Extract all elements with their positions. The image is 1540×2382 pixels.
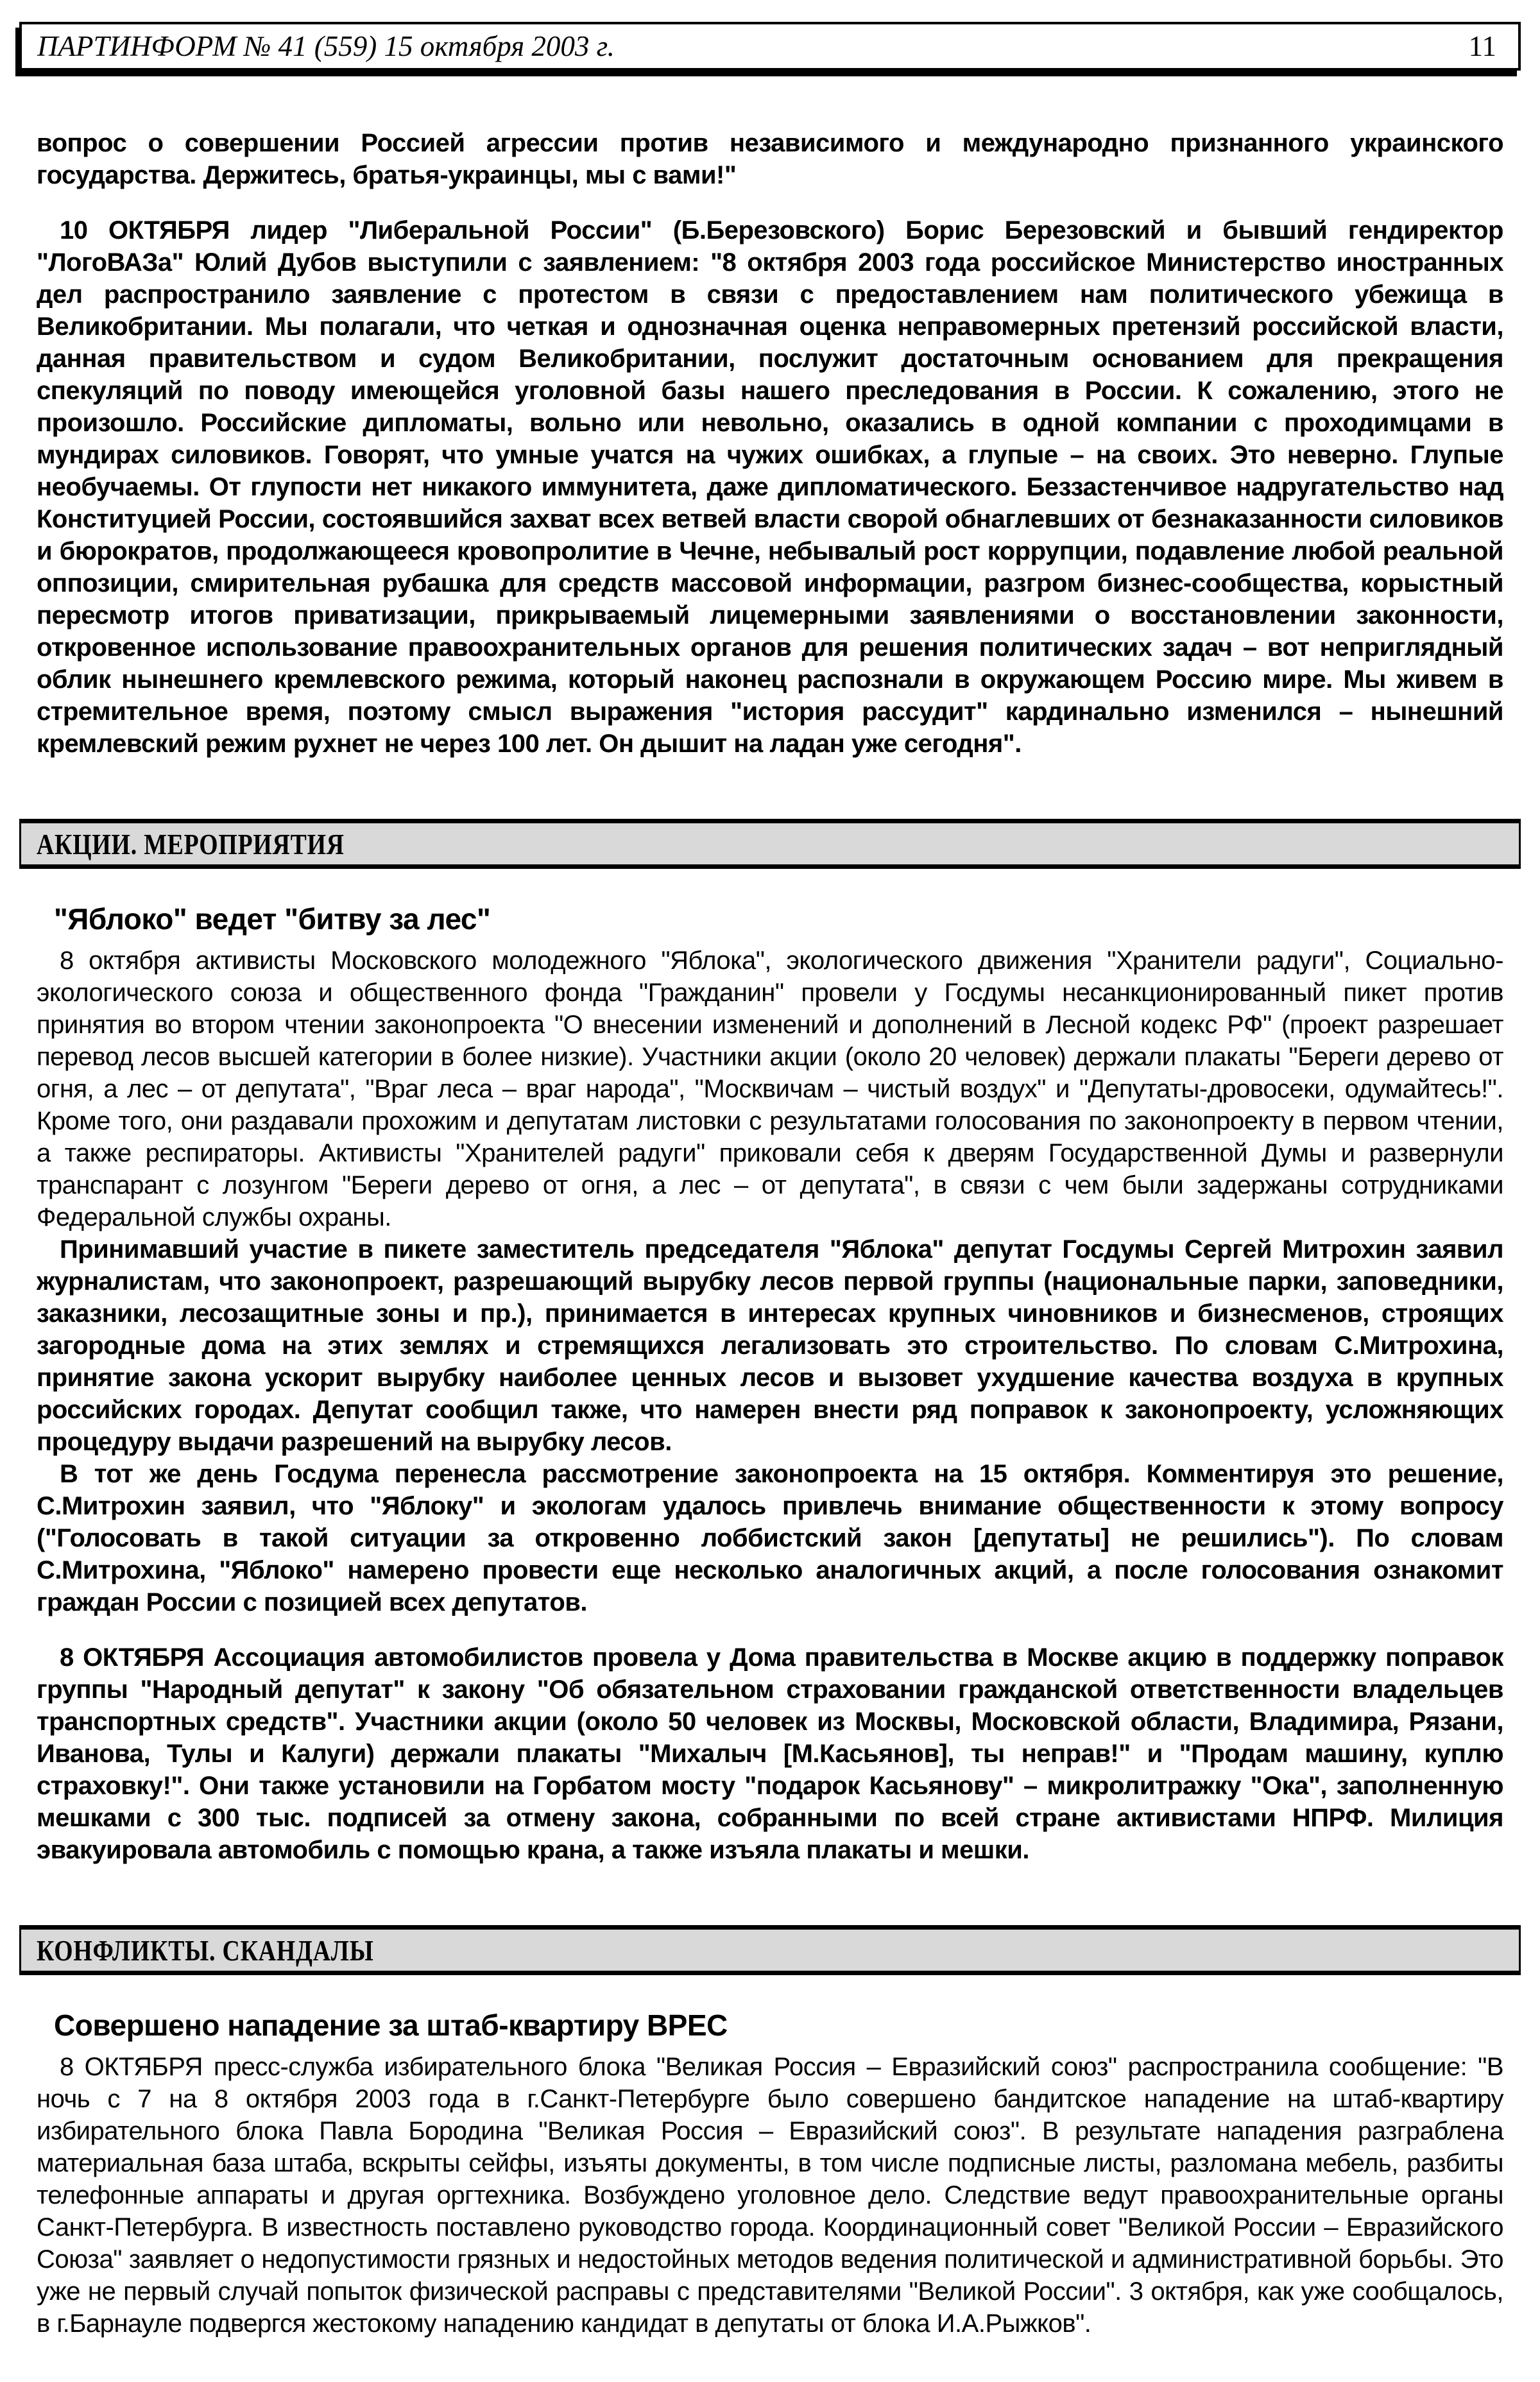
section-bar-label: АКЦИИ. МЕРОПРИЯТИЯ [37, 827, 345, 861]
page-content [19, 127, 1521, 760]
paragraph: 8 октября активисты Московского молодежного "Яблока", экологического движения "Хранители радуги", Социально-экологического союза и общественного фонда "Гражданин" провели у Госдумы несанкционированный пикет против принятия во втором чтении законопроекта "О внесении изменений и дополнений в Лесной кодекс РФ" (проект разрешает перевод лесов высшей категории в более низкие). Участники акции (около 20 человек) держали плакаты "Береги дерево от огня, а лес – от депутата", "Враг леса – враг народа", "Москвичам – чистый воздух" и "Депутаты-дровосеки, одумайтесь!". Кроме того, они раздавали прохожим и депутатам листовки с результатами голосования по законопроекту в первом чтении, а также респираторы. Активисты "Хранителей радуги" приковали себя к дверям Государственной Думы и развернули транспарант с лозунгом "Береги дерево от огня, а лес – от депутата", в связи с чем были задержаны сотрудниками Федеральной службы охраны. [37, 947, 1503, 1231]
paragraph: 8 ОКТЯБРЯ Ассоциация автомобилистов провела у Дома правительства в Москве акцию в поддержку поправок группы "Народный депутат" к закону "Об обязательном страховании гражданской ответственности владельцев транспортных средств". Участники акции (около 50 человек из Москвы, Московской области, Владимира, Рязани, Иванова, Тулы и Калуги) держали плакаты "Михалыч [М.Касьянов], ты неправ!" и "Продам машину, куплю страховку!". Они также установили на Горбатом мосту "подарок Касьянову" – микролитражку "Ока", заполненную мешками с 300 тыс. подписей за отмену закона, собранными по всей стране активистами НПРФ. Милиция эвакуировала автомобиль с помощью крана, а также изъяла плакаты и мешки. [37, 1643, 1503, 1864]
paragraph: 10 ОКТЯБРЯ лидер "Либеральной России" (Б.Березовского) Борис Березовский и бывший гендиректор "ЛогоВАЗа" Юлий Дубов выступили с заявлением: "8 октября 2003 года российское Министерство иностранных дел распространило заявление с протестом в связи с предоставлением нам политического убежища в Великобритании. Мы полагали, что четкая и однозначная оценка неправомерных претензий российской власти, данная правительством и судом Великобритании, послужит достаточным основанием для прекращения спекуляций по поводу имеющейся уголовной базы нашего преследования в России. К сожалению, этого не произошло. Российские дипломаты, вольно или невольно, оказались в одной компании с проходимцами в мундирах силовиков. Говорят, что умные учатся на чужих ошибках, а глупые – на своих. Это неверно. Глупые необучаемы. От глупости нет никакого иммунитета, даже дипломатического. Беззастенчивое надругательство над Конституцией России, состоявшийся захват всех ветвей власти сворой обнаглевших от безнаказанности силовиков и бюрократов, продолжающееся кровопролитие в Чечне, небывалый рост коррупции, подавление любой реальной оппозиции, смирительная рубашка для средств массовой информации, разгром бизнес-сообщества, корыстный пересмотр итогов приватизации, прикрываемый лицемерными заявлениями о восстановлении законности, откровенное использование правоохранительных органов для решения политических задач – вот неприглядный облик нынешнего кремлевского режима, который наконец распознали в окружающем Россию мире. Мы живем в стремительное время, поэтому смысл выражения "история рассудит" кардинально изменился – нынешний кремлевский режим рухнет не через 100 лет. Он дышит на ладан уже сегодня". [37, 216, 1503, 758]
article-heading: "Яблоко" ведет "битву за лес" [54, 902, 491, 936]
paragraph: Принимавший участие в пикете заместитель председателя "Яблока" депутат Госдумы Сергей Митрохин заявил журналистам, что законопроект, разрешающий вырубку лесов первой группы (национальные парки, заповедники, заказники, лесозащитные зоны и пр.), принимается в интересах крупных чиновников и бизнесменов, строящих загородные дома на этих землях и стремящихся легализовать это строительство. По словам С.Митрохина, принятие закона ускорит вырубку наиболее ценных лесов и вызовет ухудшение качества воздуха в крупных российских городах. Депутат сообщил также, что намерен внести ряд поправок к законопроекту, усложняющих процедуру выдачи разрешений на вырубку лесов. [37, 1235, 1503, 1456]
section-bar [19, 819, 1521, 869]
paragraph: В тот же день Госдума перенесла рассмотрение законопроекта на 15 октября. Комментируя это решение, С.Митрохин заявил, что "Яблоку" и экологам удалось привлечь внимание общественности к этому вопросу ("Голосовать в такой ситуации за откровенно лоббистский закон [депутаты] не решились"). По словам С.Митрохина, "Яблоко" намерено провести еще несколько аналогичных акций, а после голосования ознакомит граждан России с позицией всех депутатов. [37, 1460, 1503, 1616]
section-content [19, 902, 1521, 1866]
newsletter-title: ПАРТИНФОРМ № 41 (559) 15 октября 2003 г. [37, 30, 615, 62]
section-bar [19, 1925, 1521, 1975]
paragraph: 8 ОКТЯБРЯ пресс-служба избирательного блока "Великая Россия – Евразийский союз" распространила сообщение: "В ночь с 7 на 8 октября 2003 года в г.Санкт-Петербурге было совершено бандитское нападение на штаб-квартиру избирательного блока Павла Бородина "Великая Россия – Евразийский союз". В результате нападения разграблена материальная база штаба, вскрыты сейфы, изъяты документы, в том числе подписные листы, разломана мебель, разбиты телефонные аппараты и другая оргтехника. Возбуждено уголовное дело. Следствие ведут правоохранительные органы Санкт-Петербурга. В известность поставлено руководство города. Координационный совет "Великой России – Евразийского Союза" заявляет о недопустимости грязных и недостойных методов ведения политической и административной борьбы. Это уже не первый случай попыток физической расправы с представителями "Великой России". 3 октября, как уже сообщалось, в г.Барнауле подвергся жестокому нападению кандидат в депутаты от блока И.А.Рыжков". [37, 2053, 1503, 2338]
section-bar-label: КОНФЛИКТЫ. СКАНДАЛЫ [37, 1933, 374, 1967]
paragraph: вопрос о совершении Россией агрессии против независимого и международно признанного украинского государства. Держитесь, братья-украинцы, мы с вами!" [37, 129, 1503, 189]
article-heading: Совершено нападение за штаб-квартиру ВРЕС [54, 2009, 728, 2042]
page-number: 11 [1468, 30, 1496, 62]
section-content [19, 2009, 1521, 2340]
newsletter-header [19, 22, 1521, 71]
